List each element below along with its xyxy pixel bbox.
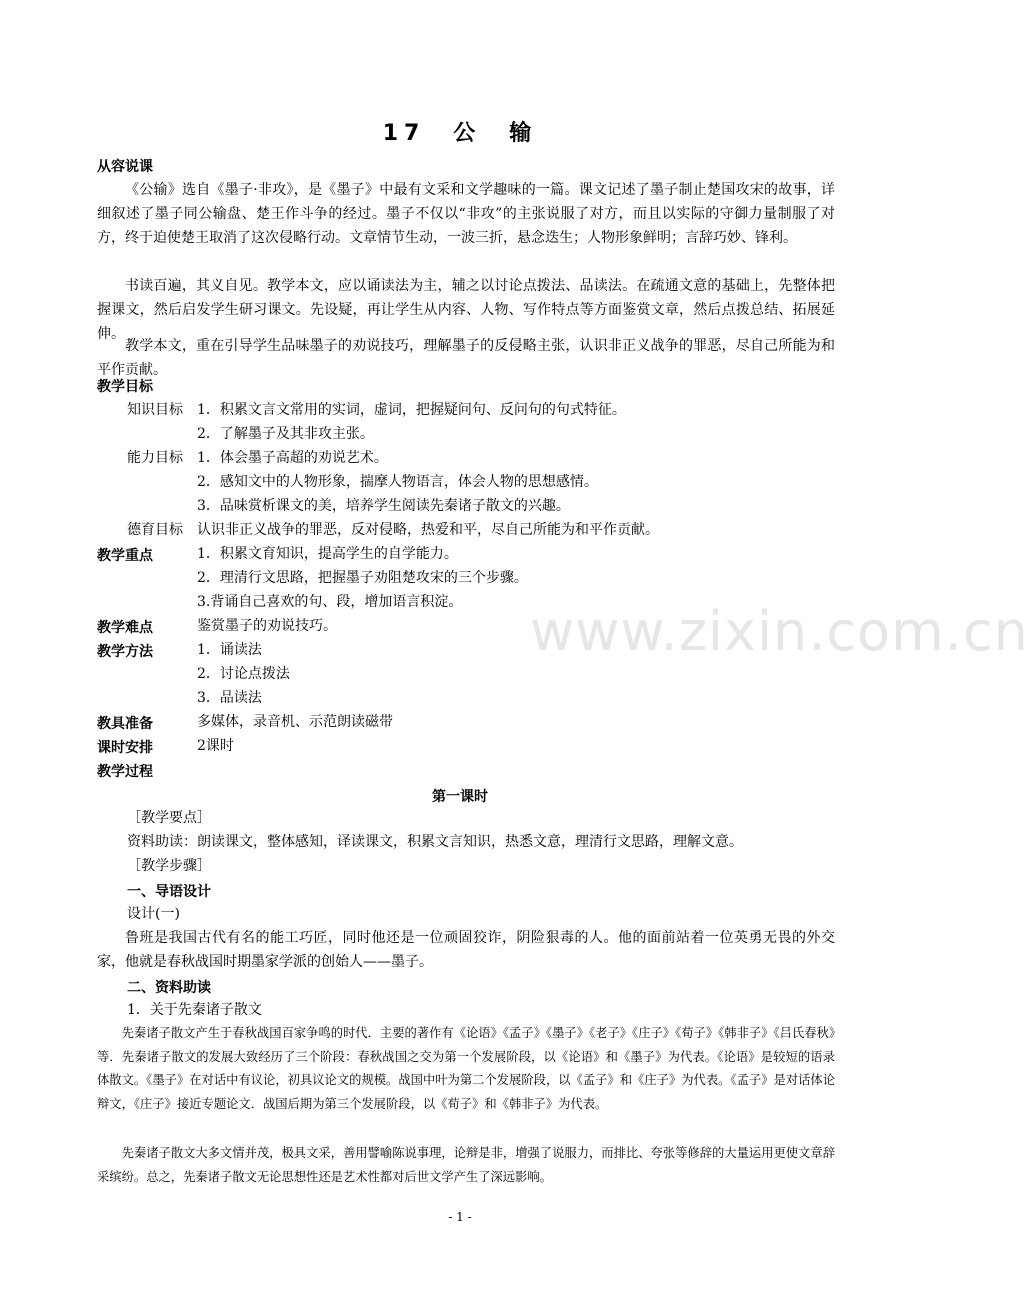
ability-goal-item: 1．体会墨子高超的劝说艺术。 [197, 450, 388, 466]
page-number: - 1 - [448, 1210, 472, 1224]
intro-paragraph-2: 书读百遍，其义自见。教学本文，应以诵读法为主，辅之以讨论点拨法、品读法。在疏通文意的基础上，先整体把握课文，然后启发学生研习课文。先设疑，再让学生从内容、人物、写作特点等方面鉴赏文章，然后点拨总结、拓展延伸。 [97, 278, 835, 342]
knowledge-goal-item: 2．了解墨子及其非攻主张。 [197, 426, 374, 442]
key-point-item: 1．积累文育知识，提高学生的自学能力。 [197, 546, 458, 562]
page-title: 17 公 输 [382, 121, 538, 146]
watermark: www.zixin.com.cn [530, 600, 1029, 663]
ref1-paragraph-1: 先秦诸子散文产生于春秋战国百家争鸣的时代．主要的著作有《论语》《孟子》《墨子》《老子》《庄子》《荀子》《韩非子》《吕氏春秋》等．先秦诸子散文的发展大致经历了三个阶段：春秋战国之交为第一个发展阶段，以《论语》和《墨子》为代表。《论语》是较短的语录体散文。《墨子》在对话中有议论，初具议论文的规模。战国中叶为第二个发展阶段，以《孟子》和《庄子》为代表。《孟子》是对话体论辩文，《庄子》接近专题论文．战国后期为第三个发展阶段，以《荀子》和《韩非子》为代表。 [97, 1026, 835, 1111]
step1-heading: 一、导语设计 [127, 884, 211, 900]
key-point-item: 2．理清行文思路，把握墨子劝阻楚攻宋的三个步骤。 [197, 570, 528, 586]
knowledge-goal-label: 知识目标 [127, 402, 183, 418]
schedule-label: 课时安排 [97, 740, 153, 756]
ability-goal-item: 2．感知文中的人物形象，揣摩人物语言，体会人物的思想感情。 [197, 474, 598, 490]
difficulty-text: 鉴赏墨子的劝说技巧。 [197, 618, 337, 634]
lesson-title: 第一课时 [432, 789, 488, 805]
process-label: 教学过程 [97, 764, 153, 780]
intro-paragraph-3: 教学本文，重在引导学生品味墨子的劝说技巧，理解墨子的反侵略主张，认识非正义战争的罪恶，尽自己所能为和平作贡献。 [97, 338, 835, 378]
teaching-points-text: 资料助读：朗读课文，整体感知，译读课文，积累文言知识，热悉文意，理清行文思路，理解文意。 [127, 834, 743, 850]
key-point-item: 3.背诵自己喜欢的句、段，增加语言积淀。 [197, 594, 463, 610]
method-item: 3．品读法 [197, 690, 262, 706]
schedule-text: 2课时 [197, 738, 234, 754]
moral-goal-text: 认识非正义战争的罪恶，反对侵略，热爱和平，尽自己所能为和平作贡献。 [197, 522, 659, 538]
intro-paragraph-1: 《公输》选自《墨子·非攻》，是《墨子》中最有文采和文学趣味的一篇。课文记述了墨子制止楚国攻宋的故事，详细叙述了墨子同公输盘、楚王作斗争的经过。墨子不仅以“非攻”的主张说服了对方，而且以实际的守御力量制服了对方，终于迫使楚王取消了这次侵略行动。文章情节生动，一波三折，悬念迭生；人物形象鲜明；言辞巧妙、锋利。 [97, 182, 835, 246]
section-heading-intro: 从容说课 [97, 159, 153, 175]
section-heading-goals: 教学目标 [97, 379, 153, 395]
ability-goal-item: 3．品味赏析课文的美，培养学生阅读先秦诸子散文的兴趣。 [197, 498, 570, 514]
method-item: 2．讨论点拨法 [197, 666, 290, 682]
step2-heading: 二、资料助读 [127, 980, 211, 996]
ability-goal-label: 能力目标 [127, 450, 183, 466]
methods-label: 教学方法 [97, 644, 153, 660]
difficulty-label: 教学难点 [97, 620, 153, 636]
teaching-steps-tag: ［教学步骤］ [127, 858, 211, 874]
method-item: 1．诵读法 [197, 642, 262, 658]
design-paragraph: 鲁班是我国古代有名的能工巧匠，同时他还是一位顽固狡诈，阴险狠毒的人。他的面前站着一位英勇无畏的外交家，他就是春秋战国时期墨家学派的创始人——墨子。 [97, 930, 835, 970]
ref1-paragraph-2: 先秦诸子散文大多文情并茂，极具文采，善用譬喻陈说事理，论辩是非，增强了说服力，而排比、夸张等修辞的大量运用更使文章辞采缤纷。总之，先秦诸子散文无论思想性还是艺术性都对后世文学产生了深远影响。 [97, 1146, 835, 1184]
teaching-points-tag: ［教学要点］ [127, 810, 211, 826]
moral-goal-label: 德育目标 [127, 522, 183, 538]
tools-label: 教具准备 [97, 716, 153, 732]
knowledge-goal-item: 1．积累文言文常用的实词，虚词，把握疑问句、反问句的句式特征。 [197, 402, 626, 418]
ref1-heading: 1．关于先秦诸子散文 [127, 1002, 262, 1018]
tools-text: 多媒体，录音机、示范朗读磁带 [197, 714, 393, 730]
key-points-label: 教学重点 [97, 548, 153, 564]
design-label: 设计(一) [127, 906, 180, 922]
